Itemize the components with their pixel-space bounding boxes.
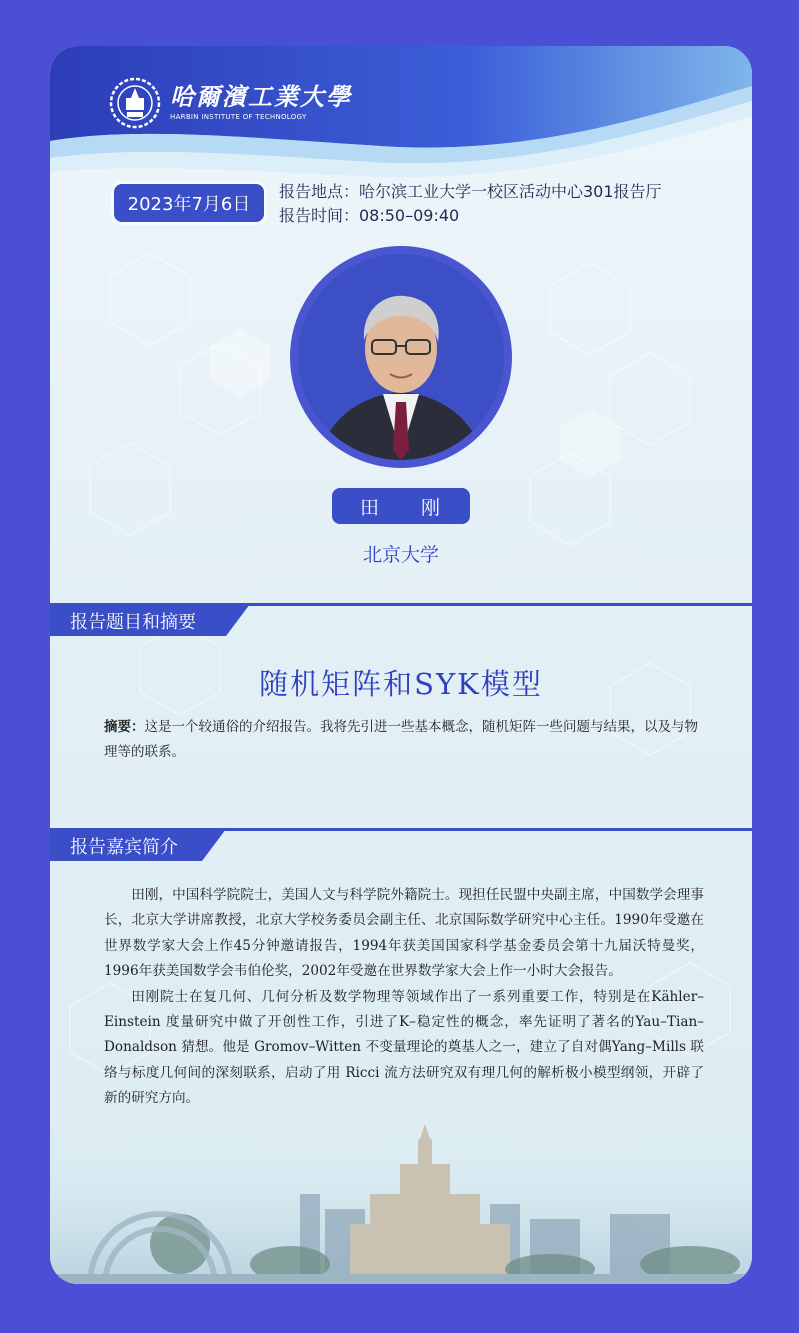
- section-heading-bio: 报告嘉宾简介: [70, 837, 178, 858]
- poster-card: [50, 46, 752, 1284]
- speaker-photo: [298, 254, 504, 460]
- event-location: 报告地点：哈尔滨工业大学一校区活动中心301报告厅: [279, 182, 662, 201]
- date-badge: 2023年7月6日: [114, 184, 264, 222]
- section-heading-topic: 报告题目和摘要: [70, 612, 196, 633]
- speaker-name: 田 刚: [332, 488, 470, 524]
- talk-abstract: [104, 715, 704, 765]
- logo-chinese-name: 哈爾濱工業大學: [170, 82, 352, 111]
- event-time: 报告时间：08:50–09:40: [279, 206, 460, 225]
- university-logo: [108, 76, 352, 130]
- abstract-text: 这是一个较通俗的介绍报告。我将先引进一些基本概念，随机矩阵一些问题与结果，以及与物理等的联系。: [104, 719, 698, 760]
- talk-title: 随机矩阵和SYK模型: [259, 667, 543, 701]
- abstract-label: 摘要：: [104, 719, 145, 735]
- campus-illustration: [50, 1124, 752, 1284]
- event-info: [279, 180, 662, 228]
- bio-paragraph: 田刚，中国科学院院士，美国人文与科学院外籍院士。现担任民盟中央副主席，中国数学会理事长，北京大学讲席教授，北京大学校务委员会副主任、北京国际数学研究中心主任。1990年受邀在世界数学家大会上作45分钟邀请报告，1994年获美国国家科学基金委员会第十九届沃特曼奖，1996年获美国数学会韦伯伦奖，2002年受邀在世界数学家大会上作一小时大会报告。: [104, 887, 704, 980]
- speaker-bio: [104, 883, 704, 1112]
- university-seal-icon: [108, 76, 162, 130]
- logo-english-name: HARBIN INSTITUTE OF TECHNOLOGY: [170, 113, 307, 121]
- bio-paragraph: 田刚院士在复几何、几何分析及数学物理等领域作出了一系列重要工作，特别是在Kähler–Einstein 度量研究中做了开创性工作，引进了K–稳定性的概念，率先证明了著名的Yau–Tian–Donaldson 猜想。他是 Gromov–Witten 不变量理论的奠基人之一，建立了自对偶Yang–Mills 联络与标度几何间的深刻联系，启动了用 Ricci 流方法研究双有理几何的解析极小模型纲领，开辟了新的研究方向。: [104, 988, 704, 1107]
- speaker-affiliation: 北京大学: [362, 544, 439, 566]
